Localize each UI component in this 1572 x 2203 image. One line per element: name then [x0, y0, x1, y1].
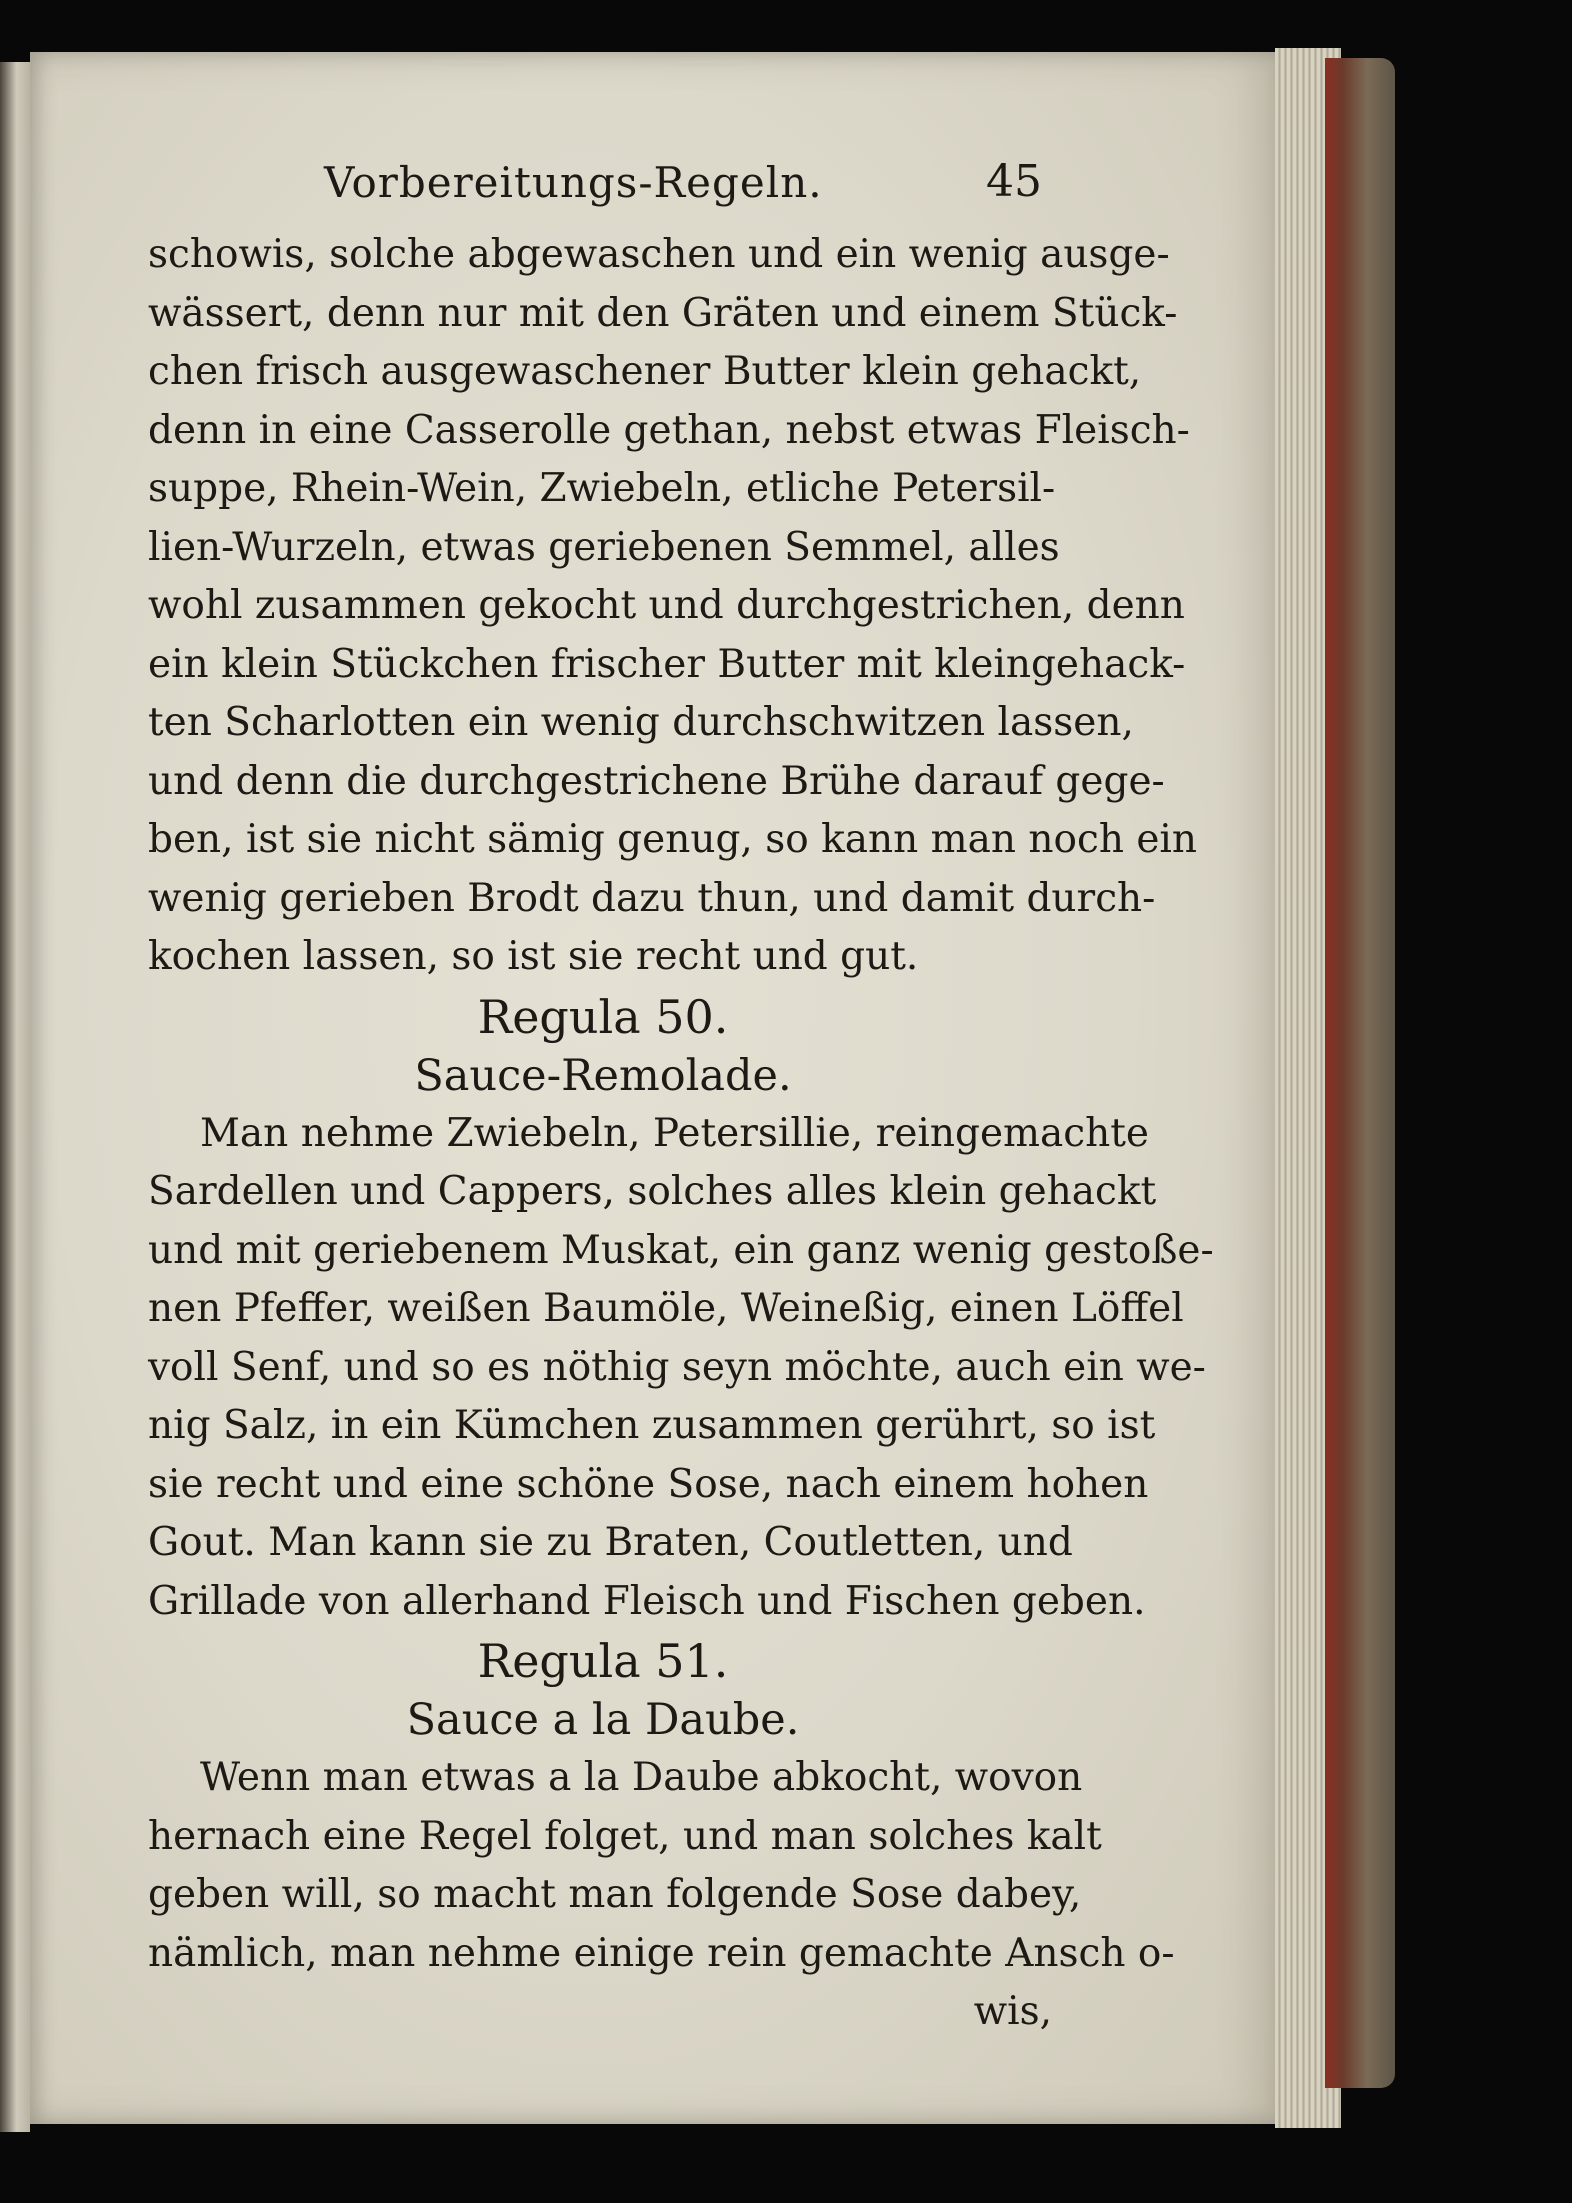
regula-51-heading: Regula 51.	[477, 1634, 729, 1688]
text-line: nig Salz, in ein Kümchen zusammen gerührt, so ist	[148, 1403, 1156, 1448]
regula-50-text	[148, 1105, 1214, 1632]
paragraph-continued	[148, 226, 1198, 987]
text-line: chen frisch ausgewaschener Butter klein gehackt,	[148, 349, 1142, 394]
text-line: nen Pfeffer, weißen Baumöle, Weineßig, einen Löffel	[148, 1286, 1184, 1331]
text-line: suppe, Rhein-Wein, Zwiebeln, etliche Petersil-	[148, 466, 1056, 511]
text-line: ten Scharlotten ein wenig durchschwitzen lassen,	[148, 700, 1134, 745]
text-line: Sardellen und Cappers, solches alles klein gehackt	[148, 1169, 1157, 1214]
text-line: Man nehme Zwiebeln, Petersillie, reingemachte	[200, 1110, 1149, 1156]
catchword: wis,	[973, 1989, 1052, 2034]
text-line: voll Senf, und so es nöthig seyn möchte, auch ein we-	[148, 1344, 1206, 1390]
text-line: sie recht und eine schöne Sose, nach einem hohen	[148, 1461, 1149, 1507]
text-line: wenig gerieben Brodt dazu thun, und damit durch-	[148, 875, 1156, 921]
text-line: und mit geriebenem Muskat, ein ganz wenig gestoße-	[148, 1227, 1214, 1273]
text-line: ben, ist sie nicht sämig genug, so kann man noch ein	[148, 817, 1198, 862]
regula-50-heading: Regula 50.	[477, 989, 729, 1044]
text-line: wässert, denn nur mit den Gräten und einem Stück-	[148, 290, 1178, 336]
text-line: und denn die durchgestrichene Brühe darauf gege-	[148, 758, 1165, 804]
regula-50-title: Sauce-Remolade.	[414, 1050, 792, 1101]
regula-51-title: Sauce a la Daube.	[406, 1695, 800, 1745]
text-line: ein klein Stückchen frischer Butter mit kleingehack-	[148, 641, 1186, 687]
page-text-block	[148, 150, 1214, 2042]
text-line: nämlich, man nehme einige rein gemachte Ansch o-	[148, 1930, 1175, 1976]
page-header	[148, 150, 1058, 220]
text-line: Gout. Man kann sie zu Braten, Coutletten, und	[148, 1520, 1073, 1565]
book-cover-edge	[1325, 58, 1395, 2088]
running-head: Vorbereitungs-Regeln.	[324, 158, 823, 207]
text-line: denn in eine Casserolle gethan, nebst etwas Fleisch-	[148, 407, 1190, 453]
left-page-edge	[0, 62, 30, 2132]
text-line: Grillade von allerhand Fleisch und Fischen geben.	[148, 1578, 1146, 1624]
text-line: wohl zusammen gekocht und durchgestrichen, denn	[148, 583, 1185, 628]
regula-51-text	[148, 1749, 1175, 1983]
text-line: Wenn man etwas a la Daube abkocht, wovon	[200, 1755, 1083, 1800]
text-line: schowis, solche abgewaschen und ein wenig ausge-	[148, 232, 1170, 277]
text-line: hernach eine Regel folget, und man solches kalt	[148, 1813, 1102, 1859]
text-line: geben will, so macht man folgende Sose dabey,	[148, 1872, 1082, 1917]
page-number: 45	[986, 156, 1042, 207]
text-line: kochen lassen, so ist sie recht und gut.	[148, 934, 919, 979]
text-line: lien-Wurzeln, etwas geriebenen Semmel, alles	[148, 524, 1060, 570]
